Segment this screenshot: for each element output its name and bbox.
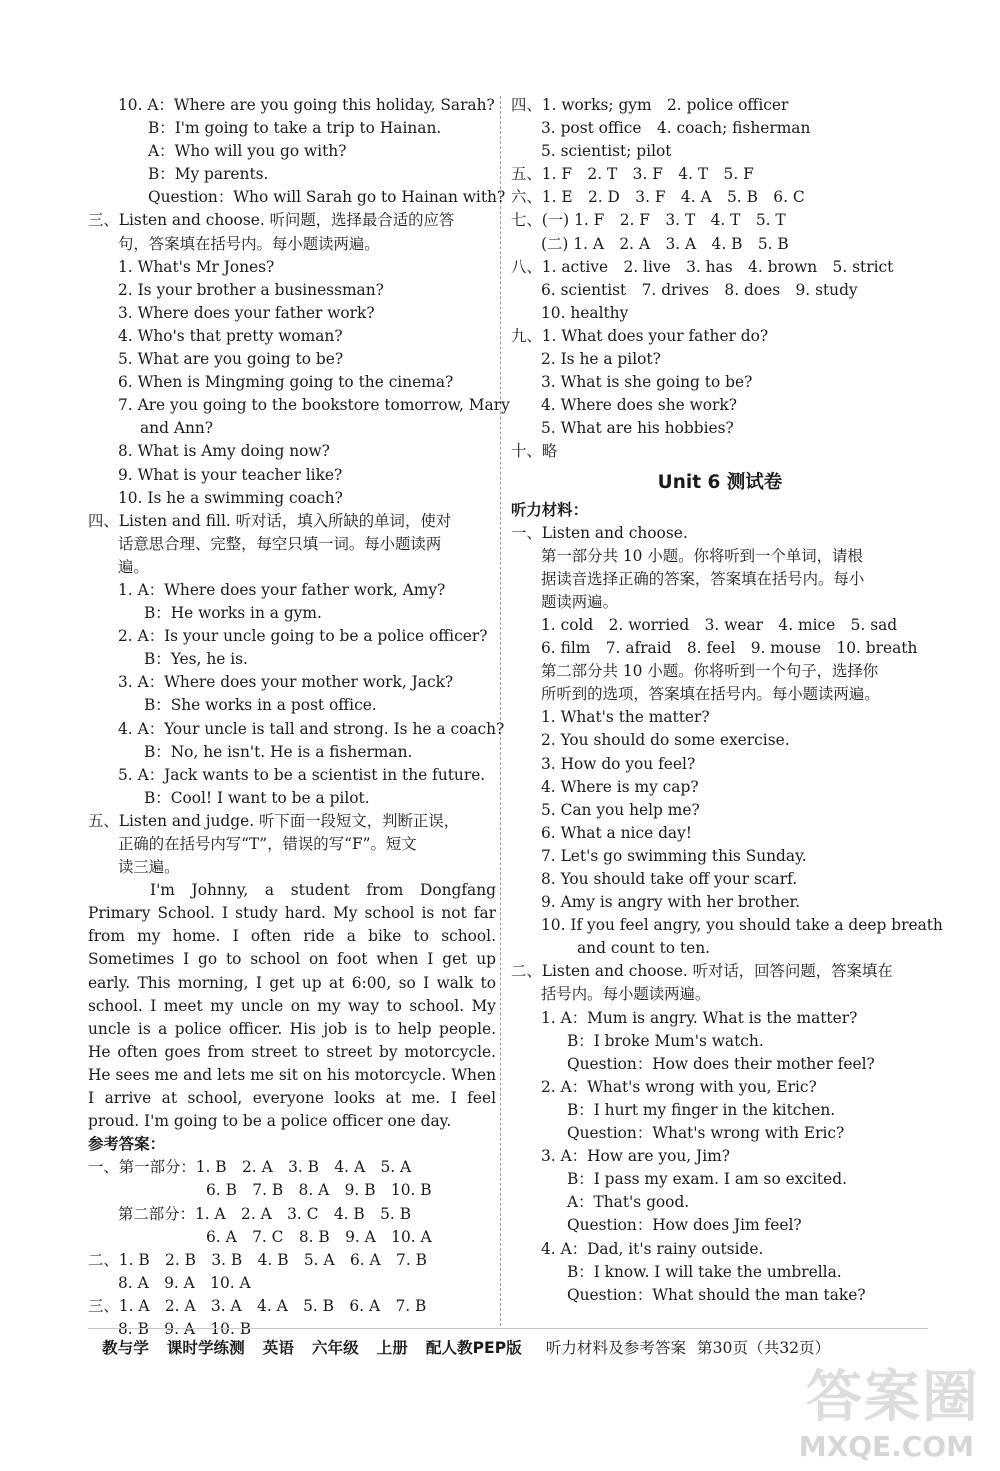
footer-page-number: 第30页（共32页） [697, 1339, 831, 1357]
text-line: 题读两遍。 [541, 592, 618, 611]
passage-text: I'm Johnny, a student from Dongfang Primary School. I study hard. My school is not far from my home. I often ride a bike to school. Sometimes I go to school on foot when I get up early. This morning, I get up at 6:00, so I walk to school. I meet my uncle on my way to school. My uncle is a police officer. His job is to help people. He often goes from street to street by motorcycle. He sees me and lets me sit on his motorcycle. When I arrive at school, everyone looks at me. I feel proud. I'm going to be a police officer one day. [88, 881, 496, 1131]
text-line: 3. Where does your father work? [118, 303, 375, 322]
right-column [511, 94, 943, 1307]
answer-line: 5. scientist; pilot [541, 142, 672, 161]
column-divider [500, 96, 501, 1326]
text-line: B：I'm going to take a trip to Hainan. [148, 119, 442, 138]
unit-title: Unit 6 测试卷 [657, 471, 783, 493]
text-line: 1. What's Mr Jones? [118, 257, 275, 276]
left-column [88, 94, 510, 1341]
answer-line: 8. A 9. A 10. A [118, 1273, 251, 1292]
answer-line: 九、1. What does your father do? [511, 326, 769, 345]
watermark-text: 答案圈 [806, 1365, 980, 1430]
text-line: 遍。 [118, 557, 149, 576]
answer-line: 5. What are his hobbies? [541, 419, 734, 438]
text-line: 3. A：Where does your mother work, Jack? [118, 673, 454, 692]
text-line: B：No, he isn't. He is a fisherman. [144, 742, 413, 761]
answer-line: 七、(一) 1. F 2. F 3. T 4. T 5. T [511, 211, 786, 230]
text-line: 5. What are you going to be? [118, 350, 344, 369]
footer-brand: 教与学 [102, 1339, 149, 1357]
text-line: 2. A：Is your uncle going to be a police officer? [118, 627, 488, 646]
text-line: B：He works in a gym. [144, 604, 322, 623]
text-line: 10. Is he a swimming coach? [118, 488, 343, 507]
answer-line: 五、1. F 2. T 3. F 4. T 5. F [511, 165, 754, 184]
text-line: 2. A：What's wrong with you, Eric? [541, 1077, 817, 1096]
text-line: 1. A：Where does your father work, Amy? [118, 580, 446, 599]
answer-line: 第二部分：1. A 2. A 3. C 4. B 5. B [118, 1204, 412, 1223]
text-line: 所听到的选项，答案填在括号内。每小题读两遍。 [541, 685, 880, 704]
text-line: 四、Listen and fill. 听对话，填入所缺的单词，使对 [88, 511, 452, 530]
watermark-url: MXQE.COM [798, 1430, 974, 1463]
answer-line: 6. B 7. B 8. A 9. B 10. B [206, 1181, 432, 1200]
text-line: 8. What is Amy doing now? [118, 442, 330, 461]
answer-line: 8. B 9. A 10. B [118, 1319, 252, 1338]
left-listening-lines [88, 94, 510, 879]
listening-label: 听力材料： [511, 500, 588, 519]
footer-grade: 六年级 [311, 1339, 359, 1357]
right-answer-lines [511, 94, 929, 464]
text-line: Question：What's wrong with Eric? [567, 1124, 845, 1143]
text-line: B：She works in a post office. [144, 696, 377, 715]
left-answer-lines [88, 1156, 496, 1341]
text-line: A：That's good. [567, 1193, 690, 1212]
text-line: 3. How do you feel? [541, 754, 696, 773]
text-line: 2. Is your brother a businessman? [118, 280, 384, 299]
answer-line: 六、1. E 2. D 3. F 4. A 5. B 6. C [511, 188, 805, 207]
answer-line: 4. Where does she work? [541, 396, 737, 415]
text-line: B：I broke Mum's watch. [567, 1031, 764, 1050]
footer-section: 听力材料及参考答案 [545, 1339, 687, 1357]
text-line: 第二部分共 10 小题。你将听到一个句子，选择你 [541, 662, 879, 681]
answers-title: 参考答案： [88, 1135, 165, 1154]
answer-line: 10. healthy [541, 303, 629, 322]
text-line: 10. A：Where are you going this holiday, Sarah? [118, 96, 495, 114]
text-line: 9. Amy is angry with her brother. [541, 893, 801, 912]
text-line: 5. A：Jack wants to be a scientist in the future. [118, 765, 486, 784]
text-line: B：My parents. [148, 165, 269, 184]
text-line: 7. Are you going to the bookstore tomorrow, Mary [118, 396, 510, 415]
answer-line: 四、1. works; gym 2. police officer [511, 96, 789, 114]
answer-line: 6. A 7. C 8. B 9. A 10. A [206, 1227, 432, 1246]
text-line: B：I know. I will take the umbrella. [567, 1262, 842, 1281]
text-line: 6. When is Mingming going to the cinema? [118, 373, 454, 392]
text-line: and Ann? [140, 419, 214, 438]
answer-line: (二) 1. A 2. A 3. A 4. B 5. B [541, 234, 789, 253]
answer-line: 6. scientist 7. drives 8. does 9. study [541, 280, 858, 299]
right-listening-lines [511, 522, 943, 1307]
text-line: 10. If you feel angry, you should take a deep breath [541, 916, 943, 935]
text-line: 话意思合理、完整，每空只填一词。每小题读两 [118, 534, 442, 553]
text-line: 第一部分共 10 小题。你将听到一个单词，请根 [541, 546, 863, 565]
text-line: 三、Listen and choose. 听问题，选择最合适的应答 [88, 211, 455, 230]
answer-line: 二、1. B 2. B 3. B 4. B 5. A 6. A 7. B [88, 1250, 427, 1269]
text-line: 8. You should take off your scarf. [541, 870, 798, 888]
answer-line: 三、1. A 2. A 3. A 4. A 5. B 6. A 7. B [88, 1296, 427, 1315]
footer-rule [88, 1328, 928, 1329]
text-line: 正确的在括号内写“T”，错误的写“F”。短文 [118, 835, 417, 853]
footer-subject: 英语 [262, 1339, 294, 1357]
footer-series: 课时学练测 [166, 1339, 245, 1357]
text-line: 2. You should do some exercise. [541, 731, 790, 750]
answer-line: 3. post office 4. coach; fisherman [541, 119, 811, 138]
answer-line: 2. Is he a pilot? [541, 350, 661, 369]
text-line: 读三遍。 [118, 858, 180, 877]
text-line: 4. A：Your uncle is tall and strong. Is he a coach? [118, 719, 505, 738]
text-line: 4. Who's that pretty woman? [118, 326, 343, 345]
text-line: B：I pass my exam. I am so excited. [567, 1170, 847, 1189]
text-line: 五、Listen and judge. 听下面一段短文，判断正误， [88, 811, 460, 830]
text-line: B：Cool! I want to be a pilot. [144, 788, 370, 807]
text-line: B：I hurt my finger in the kitchen. [567, 1100, 836, 1119]
text-line: Question：How does their mother feel? [567, 1054, 875, 1073]
footer-edition: 配人教PEP版 [425, 1339, 522, 1357]
answer-line: 一、第一部分：1. B 2. A 3. B 4. A 5. A [88, 1158, 412, 1177]
text-line: 6. film 7. afraid 8. feel 9. mouse 10. breath [541, 639, 918, 658]
text-line: 1. What's the matter? [541, 708, 710, 727]
text-line: 句，答案填在括号内。每小题读两遍。 [118, 234, 380, 253]
text-line: Question：Who will Sarah go to Hainan with? [148, 188, 506, 207]
text-line: and count to ten. [577, 939, 711, 958]
text-line: A：Who will you go with? [148, 142, 347, 161]
text-line: 7. Let's go swimming this Sunday. [541, 846, 807, 865]
text-line: 4. A：Dad, it's rainy outside. [541, 1239, 764, 1258]
text-line: 4. Where is my cap? [541, 777, 699, 796]
watermark-logo [780, 1353, 980, 1463]
text-line: 二、Listen and choose. 听对话，回答问题，答案填在 [511, 962, 893, 981]
text-line: Question：What should the man take? [567, 1285, 866, 1304]
text-line: 据读音选择正确的答案，答案填在括号内。每小 [541, 569, 865, 588]
text-line: 括号内。每小题读两遍。 [541, 985, 711, 1004]
text-line: 6. What a nice day! [541, 823, 692, 842]
text-line: 1. cold 2. worried 3. wear 4. mice 5. sad [541, 615, 898, 634]
text-line: 9. What is your teacher like? [118, 465, 343, 484]
answer-line: 十、略 [511, 442, 558, 461]
answer-line: 八、1. active 2. live 3. has 4. brown 5. strict [511, 257, 894, 276]
text-line: B：Yes, he is. [144, 650, 248, 669]
text-line: 5. Can you help me? [541, 800, 700, 819]
footer-volume: 上册 [376, 1339, 408, 1357]
text-line: 一、Listen and choose. [511, 523, 688, 542]
text-line: 3. A：How are you, Jim? [541, 1147, 730, 1166]
text-line: Question：How does Jim feel? [567, 1216, 802, 1235]
answer-line: 3. What is she going to be? [541, 373, 753, 392]
text-line: 1. A：Mum is angry. What is the matter? [541, 1008, 858, 1027]
